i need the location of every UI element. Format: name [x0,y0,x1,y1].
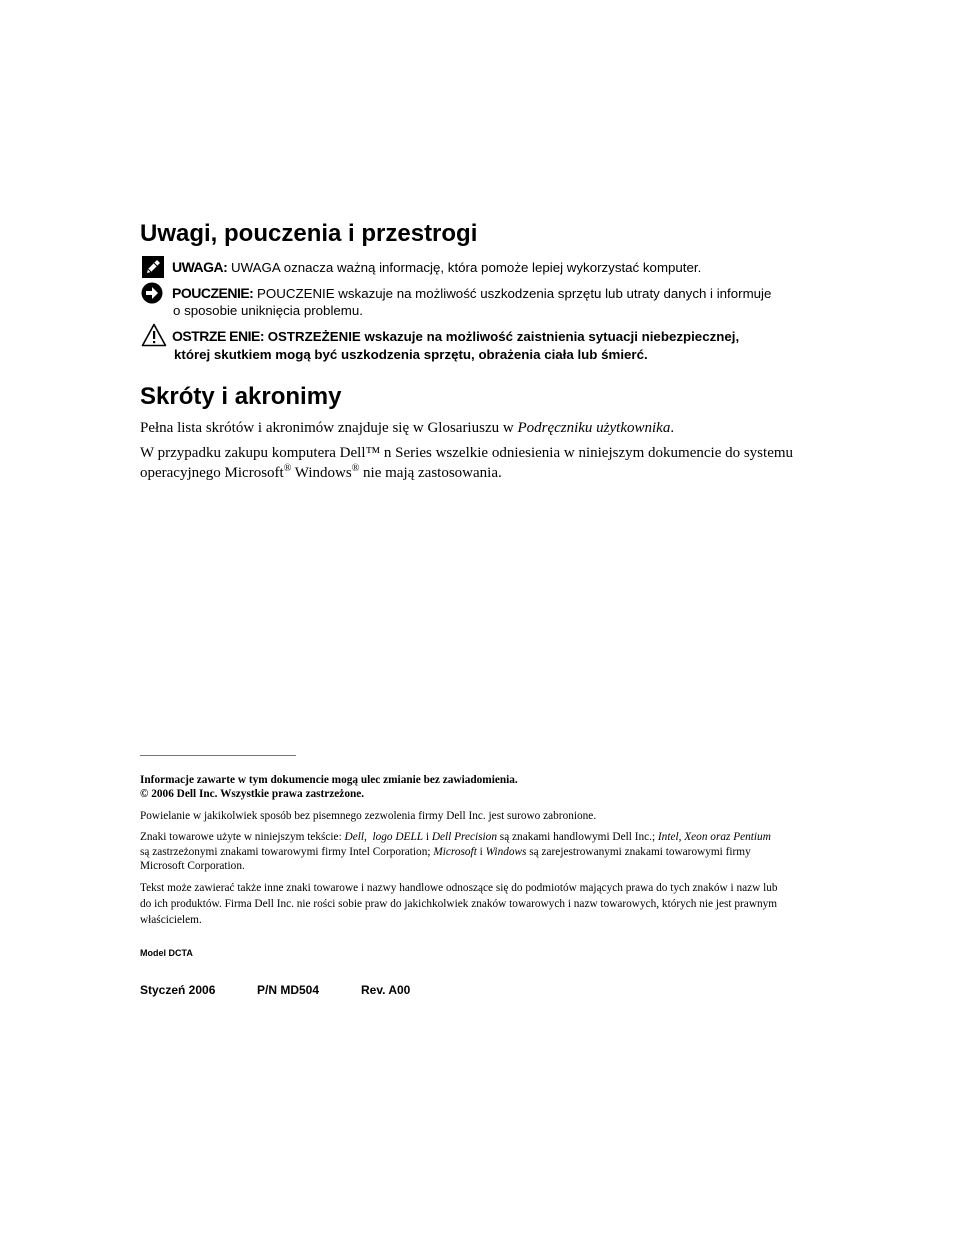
warning-triangle-icon [141,323,167,347]
model-number: Model DCTA [140,948,193,958]
tm-dell: Dell [344,831,364,843]
p2-text-c: nie mają zastosowania. [359,465,502,481]
tm-logo-dell: logo DELL [372,831,424,843]
abbreviations-paragraph-1 [140,418,674,438]
caution-text-line1 [172,328,739,345]
footer-date: Styczeń 2006 [140,983,216,997]
p1-text: Pełna lista skrótów i akronimów znajduje się w Glosariuszu w [140,420,518,436]
legal-trademarks-line2 [140,845,751,860]
tm-intel: Intel, Xeon oraz Pentium [657,831,771,843]
notice-text: POUCZENIE wskazuje na możliwość uszkodzenia sprzętu lub utraty danych i informuje [253,286,772,301]
tm2-text-c: są zarejestrowanymi znakami towarowymi firmy [526,846,751,858]
footer-part-number: P/N MD504 [257,983,320,997]
note-pencil-icon [142,256,164,278]
users-guide-link: Podręczniku użytkownika [517,420,671,436]
notice-text-line2: o sposobie uniknięcia problemu. [173,303,363,318]
p1-end: . [670,420,675,436]
notice-label: POUCZENIE: [172,285,254,301]
p2-text-b: Windows [291,465,352,481]
tm2-text-a: są zastrzeżonymi znakami towarowymi firmy Intel Corporation; [140,846,434,858]
tm-text-a: Znaki towarowe użyte w niniejszym tekście: [140,831,345,843]
abbreviations-paragraph-2-line2 [140,463,502,483]
notices-heading: Uwagi, pouczenia i przestrogi [140,220,478,247]
legal-trademarks-line3: Microsoft Corporation. [140,860,245,872]
legal-trademarks-line1 [140,830,771,845]
registered-mark-1: ® [283,463,292,474]
abbreviations-heading: Skróty i akronimy [140,383,342,410]
note-text-block [172,259,701,276]
note-text: UWAGA oznacza ważną informację, która pomoże lepiej wykorzystać komputer. [227,260,702,275]
legal-bold-line1: Informacje zawarte w tym dokumencie mogą ulec zmianie bez zawiadomienia. [140,774,518,786]
notice-arrow-icon [141,282,163,304]
legal-other-line3: właścicielem. [140,914,202,926]
legal-other-line2: do ich produktów. Firma Dell Inc. nie rości sobie praw do jakichkolwiek znaków towarowych i nazw towarowych, których nie jest prawnym [140,898,778,910]
tm2-text-b: i [476,846,486,858]
registered-mark-2: ® [351,463,360,474]
p2-text-a: operacyjnego Microsoft [140,465,284,481]
tm-microsoft: Microsoft [433,846,477,858]
legal-other-line1: Tekst może zawierać także inne znaki towarowe i nazwy handlowe odnoszące się do podmiotów mających prawa do tych znaków i nazw lub [140,882,778,894]
tm-text-b: , [364,831,373,843]
tm-dell-precision: Dell Precision [431,831,497,843]
abbreviations-paragraph-2-line1: W przypadku zakupu komputera Dell™ n Series wszelkie odniesienia w niniejszym dokumencie do systemu [140,445,794,461]
legal-bold-line2: © 2006 Dell Inc. Wszystkie prawa zastrzeżone. [140,788,365,800]
tm-text-c: i [423,831,432,843]
note-label: UWAGA: [172,259,228,275]
footer-revision: Rev. A00 [361,983,411,997]
footnote-divider [140,755,296,756]
tm-text-d: są znakami handlowymi Dell Inc.; [496,831,658,843]
caution-label: OSTRZE ENIE: [172,328,265,344]
notice-text-line1 [172,285,771,302]
legal-reproduction: Powielanie w jakikolwiek sposób bez pisemnego zezwolenia firmy Dell Inc. jest surowo zabronione. [140,810,597,822]
caution-text-line2: której skutkiem mogą być uszkodzenia sprzętu, obrażenia ciała lub śmierć. [174,347,648,362]
tm-windows: Windows [485,846,527,858]
caution-text: OSTRZEŻENIE wskazuje na możliwość zaistnienia sytuacji niebezpiecznej, [264,329,740,344]
